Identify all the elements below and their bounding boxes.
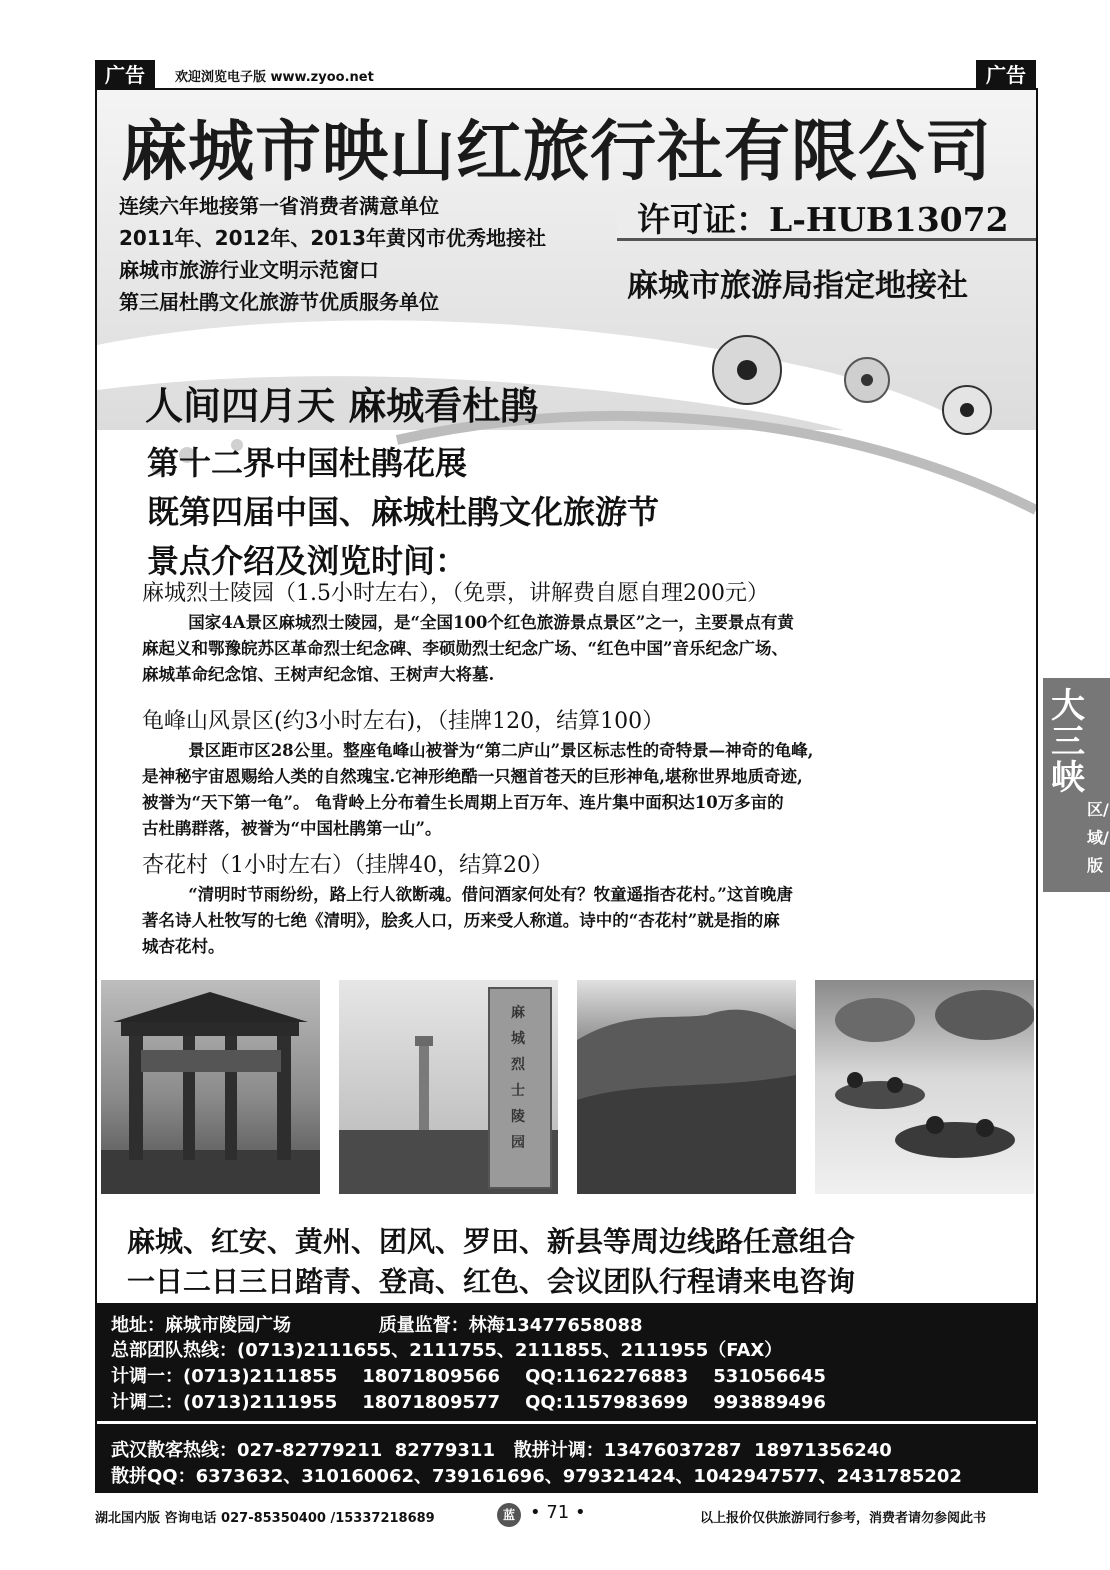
- footer-left: 湖北国内版 咨询电话 027-85350400 /15337218689: [95, 1511, 435, 1526]
- side-tab-subtitle: 区/域/版: [1087, 800, 1109, 875]
- honor-line: 麻城市旅游行业文明示范窗口: [119, 258, 379, 282]
- designated-agency: 麻城市旅游局指定地接社: [627, 268, 968, 304]
- honor-line: 2011年、2012年、2013年黄冈市优秀地接社: [119, 226, 546, 250]
- side-tab-title: 大三峡: [1051, 686, 1085, 798]
- spot-line: 麻城革命纪念馆、王树声纪念馆、王树声大将墓.: [142, 665, 495, 684]
- company-name: 麻城市映山红旅行社有限公司: [121, 113, 992, 190]
- page-number: • 71 •: [530, 1502, 586, 1523]
- contact-address: 地址：麻城市陵园广场 质量监督：林海13477658088: [111, 1315, 643, 1336]
- flower-icon: [943, 386, 991, 434]
- contact-qq: 散拼QQ：6373632、310160062、739161696、979321424、1042947577、2431785202: [111, 1466, 962, 1487]
- spot-title: 龟峰山风景区(约3小时左右)，（挂牌120，结算100）: [142, 709, 665, 734]
- contact-block: [97, 1303, 1036, 1491]
- footer-right: 以上报价仅供旅游同行参考，消费者请勿参阅此书: [700, 1511, 987, 1526]
- photo-guifeng-mountain: [577, 980, 796, 1194]
- spot-line: 古杜鹃群落，被誉为“中国杜鹃第一山”。: [142, 819, 442, 838]
- routes-line-1: 麻城、红安、黄州、团风、罗田、新县等周边线路任意组合: [127, 1225, 856, 1258]
- slogan: 人间四月天 麻城看杜鹃: [145, 383, 539, 428]
- honor-line: 连续六年地接第一省消费者满意单位: [119, 194, 439, 218]
- flower-icon: [713, 336, 781, 404]
- spot-description: [142, 882, 1022, 960]
- routes-line-2: 一日二日三日踏青、登高、红色、会议团队行程请来电咨询: [127, 1265, 856, 1298]
- spot-description: [142, 738, 1022, 842]
- contact-hotline: 总部团队热线：(0713)2111655、2111755、2111855、2111955（FAX）: [111, 1340, 783, 1361]
- flower-icon: [845, 358, 889, 402]
- spot-line: 著名诗人杜牧写的七绝《清明》，脍炙人口，历来受人称道。诗中的“杏花村”就是指的麻: [142, 911, 780, 930]
- side-tab: [1043, 678, 1110, 892]
- contact-dispatcher-2: 计调二：(0713)2111955 18071809577 QQ:1157983699 993889496: [111, 1392, 826, 1413]
- edition-badge-icon: 蓝: [497, 1503, 521, 1527]
- event-title-1: 第十二界中国杜鹃花展: [147, 444, 468, 482]
- section-title: 景点介绍及浏览时间：: [147, 542, 468, 580]
- spot-title: 杏花村（1小时左右）（挂牌40，结算20）: [142, 853, 553, 878]
- spot-title: 麻城烈士陵园（1.5小时左右），（免票，讲解费自愿自理200元）: [142, 581, 769, 606]
- spot-line: 城杏花村。: [142, 937, 225, 956]
- divider: [97, 1421, 1036, 1424]
- spot-description: [142, 610, 1022, 688]
- spot-line: “清明时节雨纷纷，路上行人欲断魂。借问酒家何处有？牧童遥指杏花村。”这首晚唐: [188, 885, 793, 904]
- photo-martyrs-monument: [339, 980, 558, 1194]
- event-title-2: 既第四届中国、麻城杜鹃文化旅游节: [147, 493, 660, 531]
- contact-wuhan: 武汉散客热线：027-82779211 82779311 散拼计调：13476037287 18971356240: [111, 1440, 892, 1461]
- welcome-text: 欢迎浏览电子版 www.zyoo.net: [175, 70, 374, 85]
- ad-label-left: 广告: [95, 60, 155, 90]
- license-number: 许可证：L-HUB13072: [637, 200, 1009, 239]
- spot-line: 麻起义和鄂豫皖苏区革命烈士纪念碑、李硕勋烈士纪念广场、“红色中国”音乐纪念广场、: [142, 639, 788, 658]
- spot-line: 是神秘宇宙恩赐给人类的自然瑰宝.它神形绝酷一只翘首苍天的巨形神龟,堪称世界地质奇迹,: [142, 767, 803, 786]
- honor-line: 第三届杜鹃文化旅游节优质服务单位: [119, 290, 439, 314]
- photo-memorial-archway: [101, 980, 320, 1194]
- spot-line: 被誉为“天下第一龟”。 龟背岭上分布着生长周期上百万年、连片集中面积达10万多亩的: [142, 793, 784, 812]
- spot-line: 景区距市区28公里。整座龟峰山被誉为“第二庐山”景区标志性的奇特景—神奇的龟峰,: [188, 741, 814, 760]
- stele-inscription: 麻城烈士陵园: [511, 1005, 525, 1151]
- ad-label-right: 广告: [976, 60, 1036, 90]
- ad-frame: [95, 88, 1038, 1493]
- contact-dispatcher-1: 计调一：(0713)2111855 18071809566 QQ:1162276883 531056645: [111, 1366, 826, 1387]
- spot-line: 国家4A景区麻城烈士陵园，是“全国100个红色旅游景点景区”之一，主要景点有黄: [188, 613, 794, 632]
- photo-river-rafting: [815, 980, 1034, 1194]
